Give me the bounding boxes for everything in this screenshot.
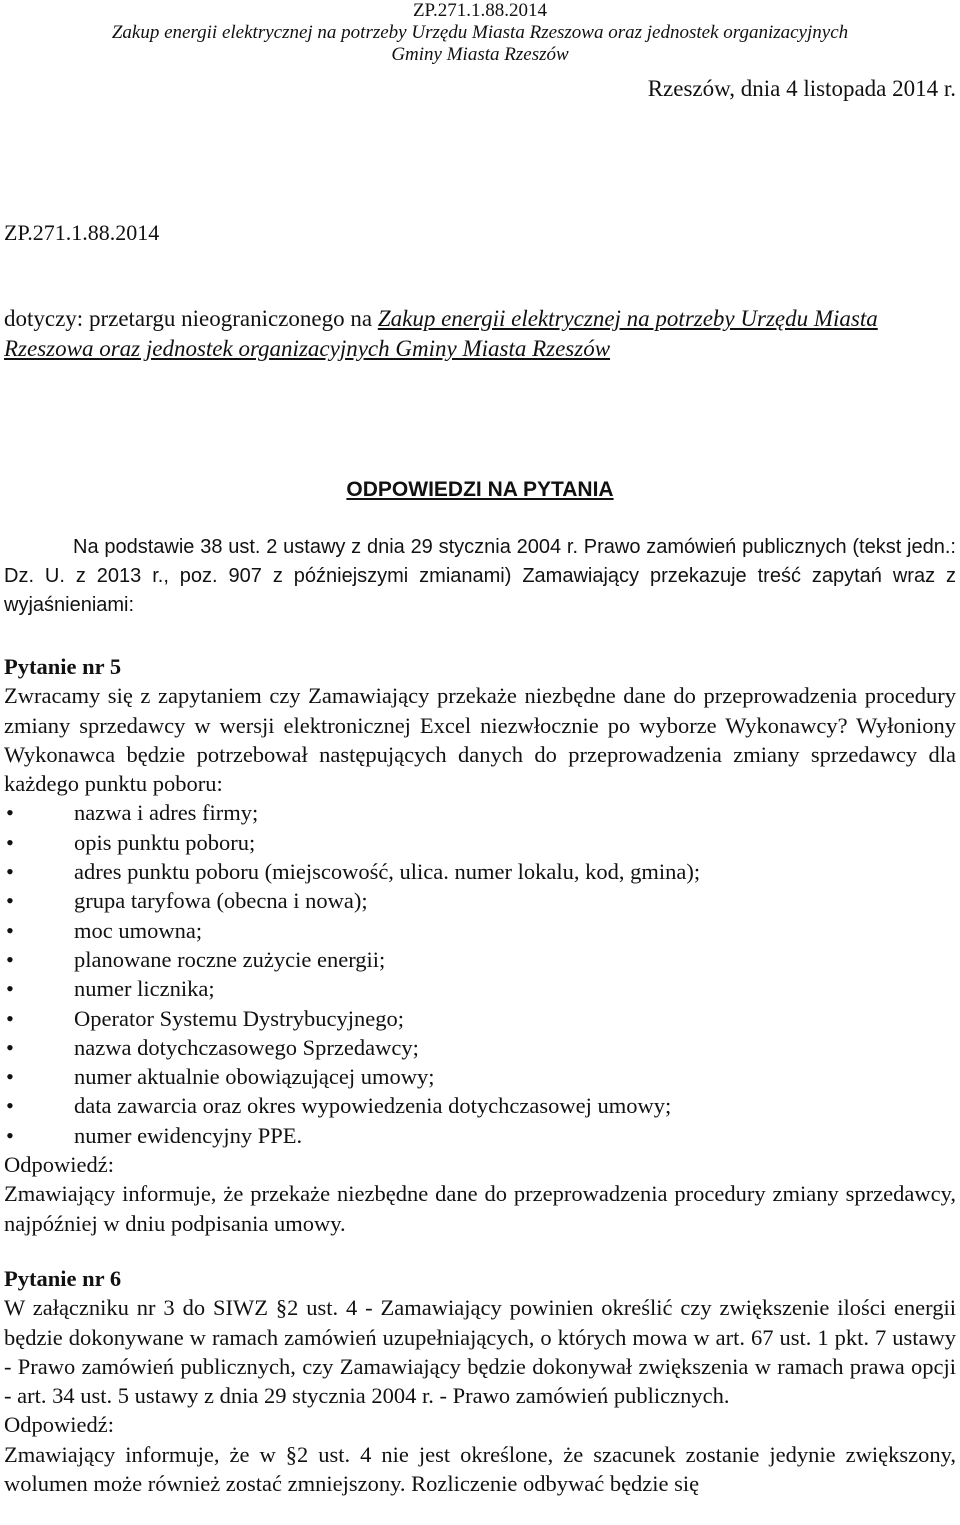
- list-item: • nazwa i adres firmy;: [4, 798, 956, 827]
- answer-6-text: Zmawiający informuje, że w §2 ust. 4 nie jest określone, że szacunek zostanie jedynie zwiększony, wolumen może również zostać zmniejszony. Rozliczenie odbywać będzie się: [4, 1441, 956, 1497]
- legal-basis-paragraph: [4, 533, 956, 620]
- header-reference: ZP.271.1.88.2014: [412, 0, 548, 21]
- list-item: • nazwa dotychczasowego Sprzedawcy;: [4, 1033, 956, 1062]
- list-item: • data zawarcia oraz okres wypowiedzenia dotychczasowej umowy;: [4, 1091, 956, 1120]
- list-item: • planowane roczne zużycie energii;: [4, 945, 956, 974]
- list-item: • grupa taryfowa (obecna i nowa);: [4, 886, 956, 915]
- case-reference: ZP.271.1.88.2014: [4, 220, 160, 245]
- section-heading: ODPOWIEDZI NA PYTANIA: [346, 478, 614, 501]
- answer-5-text: Zmawiający informuje, że przekaże niezbędne dane do przeprowadzenia procedury zmiany sprzedawcy, najpóźniej w dniu podpisania umowy.: [4, 1181, 956, 1236]
- required-data-list: [4, 798, 956, 1150]
- subject-title: Zakup energii elektrycznej na potrzeby Urzędu Miasta Rzeszowa oraz jednostek organizacyjnych Gminy Miasta Rzeszów: [4, 306, 878, 361]
- question-6-text: W załączniku nr 3 do SIWZ §2 ust. 4 - Zamawiający powinien określić czy zwiększenie ilości energii będzie dokonywane w ramach zamówień uzupełniających, o których mowa w art. 67 ust. 1 pkt. 7 ustawy - Prawo zamówień publicznych, czy Zamawiający będzie dokonywał zwiększenia w ramach prawa opcji - art. 34 ust. 5 ustawy z dnia 29 stycznia 2004 r. - Prawo zamówień publicznych.: [4, 1295, 956, 1409]
- question-5-text: Zwracamy się z zapytaniem czy Zamawiający przekaże niezbędne dane do przeprowadzenia procedury zmiany sprzedawcy w wersji elektronicznej Excel niezwłocznie po wyborze Wykonawcy? Wyłoniony Wykonawca będzie potrzebował następujących danych do przeprowadzenia zmiany sprzedawcy dla każdego punktu poboru:: [4, 683, 956, 797]
- legal-basis-text: Na podstawie 38 ust. 2 ustawy z dnia 29 stycznia 2004 r. Prawo zamówień publicznych (tekst jedn.: Dz. U. z 2013 r., poz. 907 z późniejszymi zmianami) Zamawiający przekazuje treść zapytań wraz z wyjaśnieniami:: [4, 536, 956, 616]
- question-6-title: Pytanie nr 6: [4, 1266, 122, 1291]
- subject-line: [4, 304, 956, 364]
- list-item: • numer aktualnie obowiązującej umowy;: [4, 1062, 956, 1091]
- list-item: • moc umowna;: [4, 916, 956, 945]
- answer-5-label: Odpowiedź:: [4, 1152, 114, 1178]
- list-item: • numer ewidencyjny PPE.: [4, 1121, 956, 1150]
- list-item: • opis punktu poboru;: [4, 828, 956, 857]
- header-title-line-2: Gminy Miasta Rzeszów: [391, 44, 569, 65]
- list-item: • numer licznika;: [4, 974, 956, 1003]
- question-5-section: [4, 652, 956, 1238]
- document-date: Rzeszów, dnia 4 listopada 2014 r.: [647, 76, 956, 101]
- question-5-title: Pytanie nr 5: [4, 654, 122, 679]
- subject-prefix: dotyczy: przetargu nieograniczonego na: [4, 306, 378, 331]
- list-item: • adres punktu poboru (miejscowość, ulica. numer lokalu, kod, gmina);: [4, 857, 956, 886]
- question-6-section: [4, 1264, 956, 1498]
- header-title-line-1: Zakup energii elektrycznej na potrzeby Urzędu Miasta Rzeszowa oraz jednostek organizacyjnych: [111, 22, 849, 43]
- answer-6-label: Odpowiedź:: [4, 1412, 114, 1438]
- document-header: [4, 0, 956, 66]
- list-item: • Operator Systemu Dystrybucyjnego;: [4, 1004, 956, 1033]
